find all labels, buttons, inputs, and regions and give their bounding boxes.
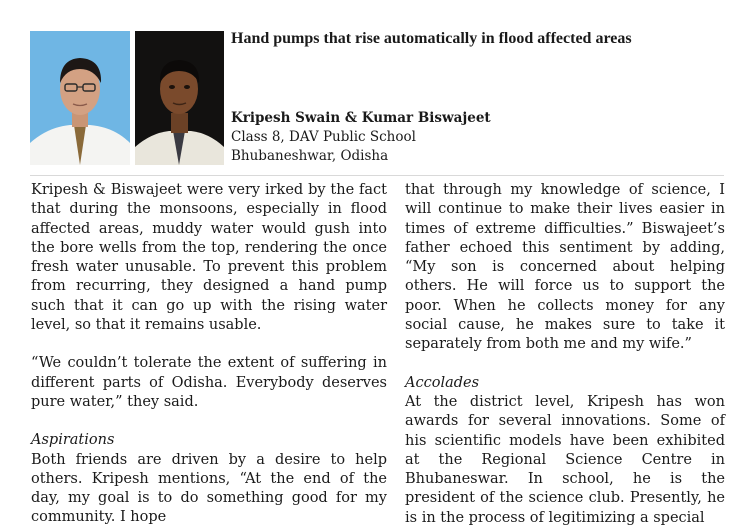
paragraph-intro: Kripesh & Biswajeet were very irked by the fact that during the monsoons, especially in flood affected areas, muddy water would gush into the bore wells from the top, rendering the once fresh water unusable. To prevent this problem from recurring, they designed a hand pump such that it can go up with the rising water level, so that it remains usable. (31, 182, 387, 334)
paragraph-quote: “We couldn’t tolerate the extent of suffering in different parts of Odisha. Everybody deserves pure water,” they said. (31, 355, 387, 410)
photo-kumar-biswajeet (135, 31, 224, 165)
portrait-image-left (30, 31, 130, 165)
photo-kripesh-swain (30, 31, 130, 165)
subheading-aspirations: Aspirations (31, 432, 115, 449)
author-class: Class 8, DAV Public School (231, 129, 416, 145)
paragraph-continuation: that through my knowledge of science, I will continue to make their lives easier in times of extreme difficulties.” Biswajeet’s father echoed this sentiment by adding, “My son is concerned about helping others. He will force us to support the poor. When he collects money for any social cause, he makes sure to take it separately from both me and my wife.” (405, 182, 725, 353)
author-location: Bhubaneshwar, Odisha (231, 148, 389, 164)
body-column-right (405, 181, 725, 528)
body-column-left (31, 181, 387, 528)
paragraph-aspirations: Both friends are driven by a desire to help others. Kripesh mentions, “At the end of the day, my goal is to do something good for my community. I hope (31, 451, 387, 526)
author-byline (231, 109, 491, 166)
article-title: Hand pumps that rise automatically in flood affected areas (231, 30, 632, 47)
portrait-image-right (135, 31, 224, 165)
author-names: Kripesh Swain & Kumar Biswajeet (231, 110, 491, 126)
header-divider (30, 175, 724, 176)
subheading-accolades: Accolades (405, 374, 480, 391)
paragraph-accolades: At the district level, Kripesh has won awards for several innovations. Some of his scientific models have been exhibited at the Regional Science Centre in Bhubaneswar. In school, he is the president of the science club. Presently, he is in the process of legitimizing a special (405, 393, 725, 526)
